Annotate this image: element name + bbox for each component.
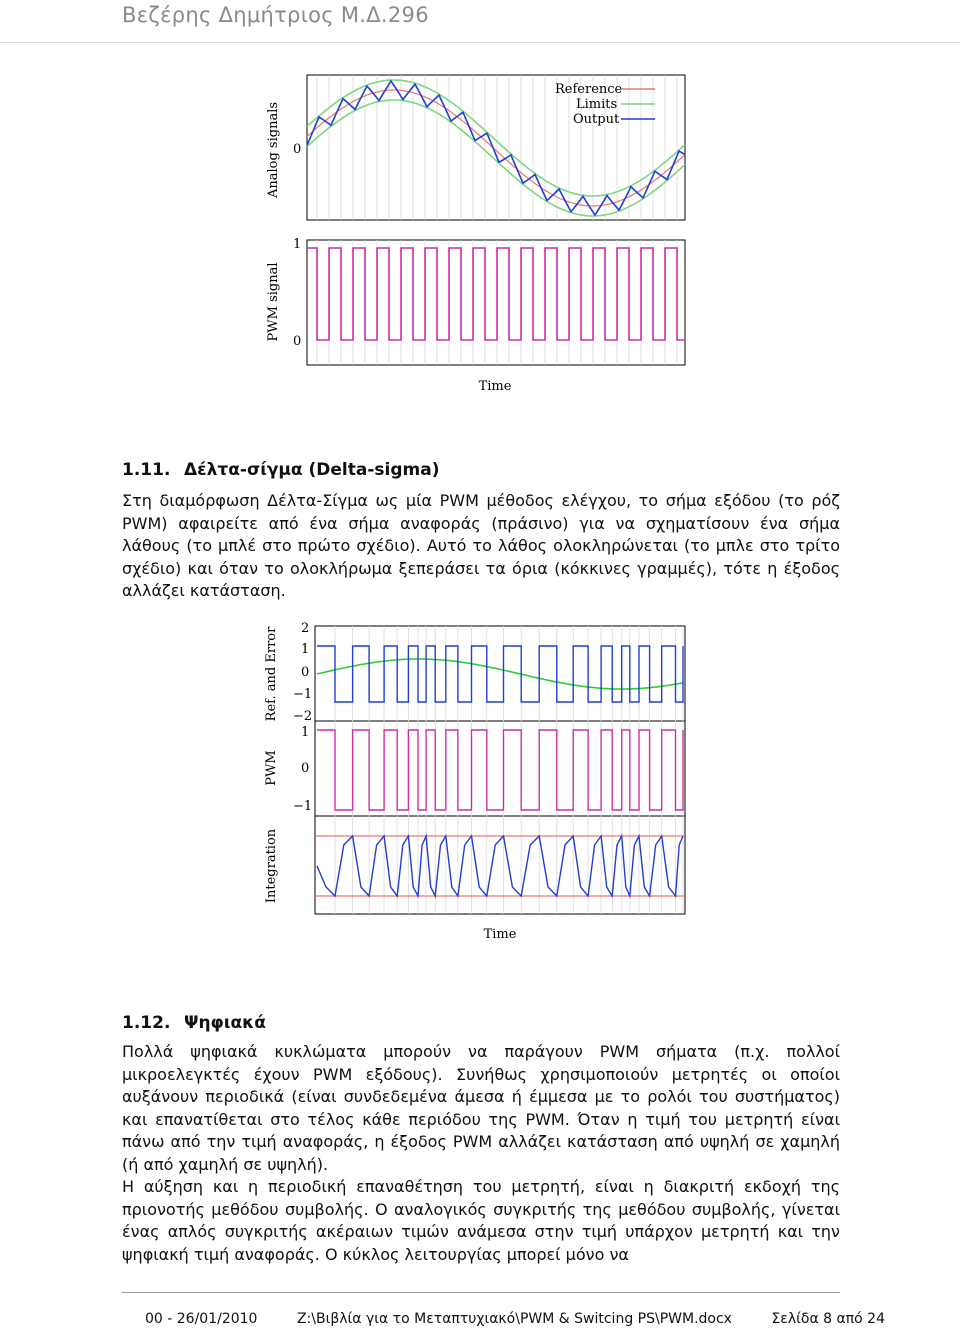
footer-file-path: Z:\Βιβλία για το Μεταπτυχιακό\PWM & Switcing PS\PWM.docx (296, 1311, 732, 1327)
ylabel-integration: Integration (264, 828, 279, 904)
section-heading-1-12 (122, 1013, 266, 1033)
reference-line (317, 659, 683, 689)
page-header-title: Βεζέρης Δημήτριος Μ.Δ.296 (122, 3, 429, 27)
pwm-line (317, 730, 683, 810)
ylabel-pwm: PWM (264, 750, 279, 786)
xlabel-time: Time (483, 927, 517, 942)
footer-divider (122, 1292, 840, 1293)
tick-top-2: 2 (301, 621, 310, 636)
integration-line (317, 836, 683, 896)
section-number: 1.12. (122, 1013, 171, 1033)
page-footer (145, 1311, 885, 1327)
paragraph-delta-sigma: Στη διαμόρφωση Δέλτα-Σίγμα ως μία PWM μέθοδος ελέγχου, το σήμα εξόδου (το ρόζ PWM) αφαιρείτε από ένα σήμα αναφοράς (πράσινο) για να σχηματίσουν ένα σήμα λάθους (το μπλέ στο πρώτο σχέδιο). Αυτό το λάθος ολοκληρώνεται (το μπλε στο τρίτο σχέδιο) και όταν το ολοκλήρωμα ξεπεράσει τα όρια (κόκκινες γραμμές), τότε η έξοδος αλλάζει κατάσταση. (122, 491, 840, 600)
tick-top-neg1: −1 (293, 687, 313, 702)
tick-pwm-one: 1 (293, 237, 302, 252)
figure-delta-sigma (255, 618, 695, 948)
pwm-signal-line (307, 248, 685, 340)
header-divider (0, 42, 960, 43)
section-title: Ψηφιακά (184, 1013, 266, 1033)
figure-analog-pwm (255, 70, 695, 400)
legend-reference: Reference (555, 82, 623, 97)
legend-output: Output (573, 112, 620, 127)
xlabel-time: Time (478, 379, 512, 394)
tick-mid-0: 0 (301, 761, 310, 776)
tick-top-neg2: −2 (293, 709, 313, 724)
ylabel-ref-error: Ref. and Error (264, 626, 279, 722)
paragraph-digital-2: Η αύξηση και η περιοδική επαναθέτηση του μετρητή, είναι η διακριτή εκδοχή της πριονοτής μεθόδου συμβολής. Ο αναλογικός συγκριτής της μεθόδου συμβολής, γίνεται ένας απλός συγκριτής ακέραιων τιμών ανάμεσα στην τιμή υπάρχον μετρητή και την ψηφιακή τιμή αναφοράς. Ο κύκλος λειτουργίας μπορεί μόνο να (122, 1177, 840, 1264)
tick-analog-zero: 0 (293, 142, 302, 157)
tick-mid-1: 1 (301, 725, 310, 740)
tick-pwm-zero: 0 (293, 334, 302, 349)
footer-date: 00 - 26/01/2010 (145, 1311, 258, 1327)
tick-top-1: 1 (301, 642, 310, 657)
section-number: 1.11. (122, 460, 171, 480)
tick-mid-neg1: −1 (293, 799, 313, 814)
error-line (317, 646, 683, 702)
ylabel-pwm-signal: PWM signal (266, 262, 281, 342)
figure1-legend (555, 82, 655, 127)
reference-line (307, 90, 685, 206)
ylabel-analog-signals: Analog signals (266, 101, 281, 199)
output-line (307, 81, 685, 215)
legend-limits: Limits (576, 97, 618, 112)
limit-lower-line (307, 100, 685, 216)
limit-upper-line (307, 80, 685, 196)
footer-page-number: Σελίδα 8 από 24 (771, 1311, 885, 1327)
paragraph-digital-1: Πολλά ψηφιακά κυκλώματα μπορούν να παράγουν PWM σήματα (π.χ. πολλοί μικροελεγκτές έχουν PWM εξόδους). Συνήθως χρησιμοποιούν μετρητές οι οποίοι αυξάνουν περιοδικά (είναι συνδεδεμένα άμεσα ή έμμεσα με το ρολόι του συστήματος) και επανατίθεται στο τέλος κάθε περιόδου της PWM. Όταν η τιμή του μετρητή είναι πάνω από την τιμή αναφοράς, η έξοδος PWM αλλάζει κατάσταση από υψηλή σε χαμηλή (ή από χαμηλή σε υψηλή). (122, 1042, 840, 1174)
section-heading-1-11 (122, 460, 439, 480)
section-title: Δέλτα-σίγμα (Delta-sigma) (184, 460, 440, 480)
tick-top-0: 0 (301, 665, 310, 680)
